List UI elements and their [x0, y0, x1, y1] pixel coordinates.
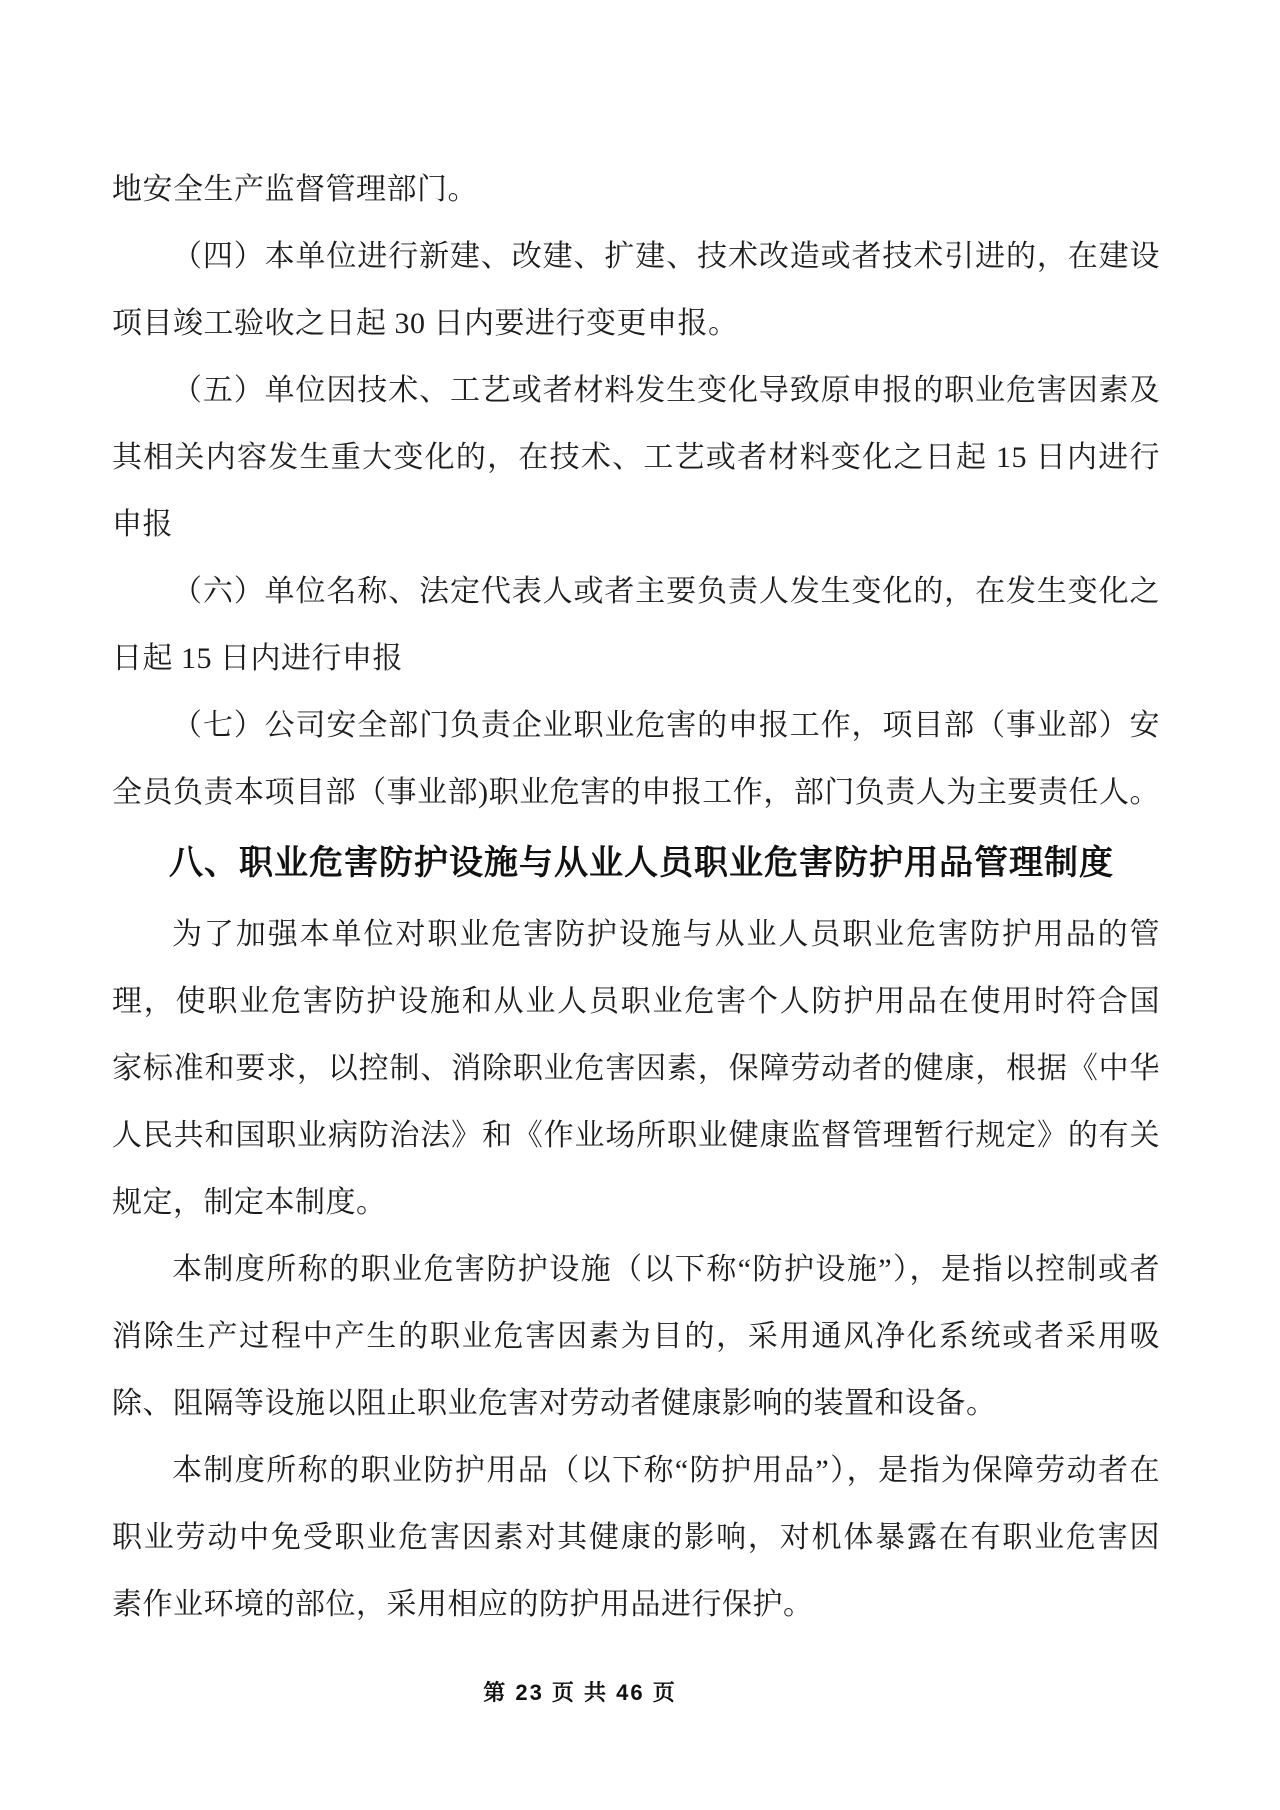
text-line: （四）本单位进行新建、改建、扩建、技术改造或者技术引进的，在建设 [172, 240, 1160, 273]
text-line: 项目竣工验收之日起 30 日内要进行变更申报。 [112, 307, 739, 340]
text-line: 家标准和要求，以控制、消除职业危害因素，保障劳动者的健康，根据《中华 [112, 1052, 1160, 1085]
text-line: 其相关内容发生重大变化的，在技术、工艺或者材料变化之日起 15 日内进行 [112, 441, 1160, 474]
document-body [112, 0, 1160, 1638]
text-line: 理，使职业危害防护设施和从业人员职业危害个人防护用品在使用时符合国 [112, 985, 1160, 1018]
text-line: （七）公司安全部门负责企业职业危害的申报工作，项目部（事业部）安 [172, 709, 1160, 742]
text-line: 全员负责本项目部（事业部)职业危害的申报工作，部门负责人为主要责任人。 [112, 776, 1160, 809]
text-line: 消除生产过程中产生的职业危害因素为目的，采用通风净化系统或者采用吸 [112, 1320, 1160, 1353]
text-line: 地安全生产监督管理部门。 [112, 173, 478, 206]
page-footer [0, 1676, 1160, 1707]
section-heading: 八、职业危害防护设施与从业人员职业危害防护用品管理制度 [169, 844, 1114, 882]
text-line: 申报 [112, 508, 173, 541]
page-number-text: 第 23 页 共 46 页 [483, 1680, 677, 1705]
text-line: 规定，制定本制度。 [112, 1186, 387, 1219]
text-line: 素作业环境的部位，采用相应的防护用品进行保护。 [112, 1588, 814, 1621]
text-line: 职业劳动中免受职业危害因素对其健康的影响，对机体暴露在有职业危害因 [112, 1521, 1160, 1554]
text-line: 为了加强本单位对职业危害防护设施与从业人员职业危害防护用品的管 [172, 918, 1160, 951]
text-line: （六）单位名称、法定代表人或者主要负责人发生变化的，在发生变化之 [172, 575, 1160, 608]
text-line: 本制度所称的职业危害防护设施（以下称“防护设施”），是指以控制或者 [172, 1253, 1160, 1286]
text-line: （五）单位因技术、工艺或者材料发生变化导致原申报的职业危害因素及 [172, 374, 1160, 407]
text-line: 日起 15 日内进行申报 [112, 642, 403, 675]
text-line: 除、阻隔等设施以阻止职业危害对劳动者健康影响的装置和设备。 [112, 1387, 997, 1420]
text-line: 人民共和国职业病防治法》和《作业场所职业健康监督管理暂行规定》的有关 [112, 1119, 1160, 1152]
text-line: 本制度所称的职业防护用品（以下称“防护用品”），是指为保障劳动者在 [172, 1454, 1160, 1487]
